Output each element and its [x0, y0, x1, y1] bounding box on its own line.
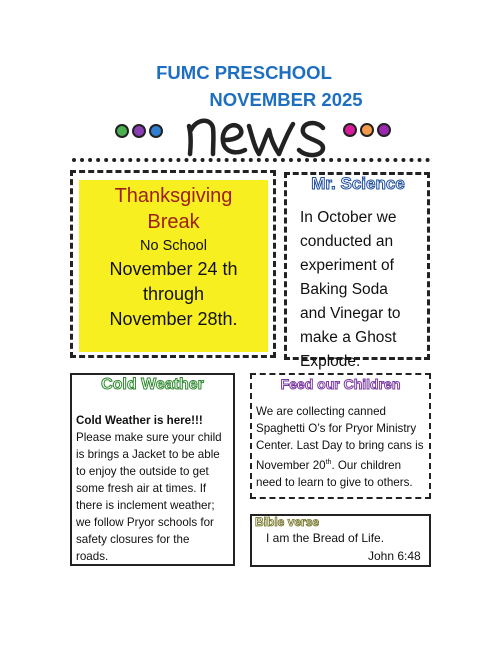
- cold-line: roads.: [76, 550, 109, 563]
- feed-line-rest: . Our children: [331, 458, 402, 472]
- feed-children-text: [256, 403, 428, 491]
- date-start-line: November 24 th: [109, 259, 238, 279]
- bible-verse-reference: John 6:48: [368, 549, 421, 563]
- science-text: [300, 206, 428, 374]
- science-line: and Vinegar to: [300, 305, 401, 322]
- news-logo: [183, 104, 333, 160]
- cold-heading: Cold Weather is here!!!: [76, 414, 203, 427]
- science-line: experiment of: [300, 257, 394, 274]
- feed-children-title: Feed our Children: [280, 376, 401, 392]
- bible-verse-text: I am the Bread of Life.: [266, 531, 385, 545]
- violet-dot-icon: [377, 123, 391, 137]
- cold-line: there is inclement weather;: [76, 499, 215, 512]
- science-line: Baking Soda: [300, 281, 388, 298]
- purple-dot-icon: [132, 124, 146, 138]
- science-line: Explode.: [300, 353, 361, 370]
- feed-date: November 20: [256, 458, 326, 472]
- bible-verse-title: Bible verse: [255, 515, 320, 529]
- thanksgiving-text: [79, 183, 268, 332]
- month-title: NOVEMBER 2025: [209, 89, 363, 110]
- science-line: conducted an: [300, 233, 394, 250]
- cold-line: is brings a Jacket to be able: [76, 448, 220, 461]
- green-dot-icon: [115, 124, 129, 138]
- dotted-divider: [72, 158, 430, 162]
- cold-weather-title: Cold Weather: [101, 376, 204, 393]
- magenta-dot-icon: [343, 123, 357, 137]
- feed-line: Spaghetti O’s for Pryor Ministry: [256, 422, 417, 435]
- science-line: In October we: [300, 209, 397, 226]
- preschool-title: FUMC PRESCHOOL: [156, 62, 332, 83]
- cold-line: Please make sure your child: [76, 431, 222, 444]
- feed-line: [256, 454, 428, 474]
- cold-weather-text: [76, 412, 234, 565]
- thanksgiving-title-2: Break: [147, 211, 200, 233]
- no-school-line: No School: [140, 238, 207, 254]
- cold-line: we follow Pryor schools for: [76, 516, 214, 529]
- feed-line: Center. Last Day to bring cans is: [256, 439, 424, 452]
- cold-line: some fresh air at times. If: [76, 482, 207, 495]
- feed-date-suffix: th: [325, 459, 332, 466]
- orange-dot-icon: [360, 123, 374, 137]
- date-end-line: November 28th.: [109, 309, 238, 329]
- feed-line: need to learn to give to others.: [256, 475, 413, 489]
- science-title: Mr. Science: [311, 174, 405, 193]
- thanksgiving-title-1: Thanksgiving: [114, 185, 233, 207]
- feed-line: We are collecting canned: [256, 405, 386, 418]
- cold-line: to enjoy the outside to get: [76, 465, 209, 478]
- cold-line: safety closures for the: [76, 533, 190, 546]
- science-line: make a Ghost: [300, 329, 397, 346]
- blue-dot-icon: [149, 124, 163, 138]
- through-line: through: [142, 284, 205, 304]
